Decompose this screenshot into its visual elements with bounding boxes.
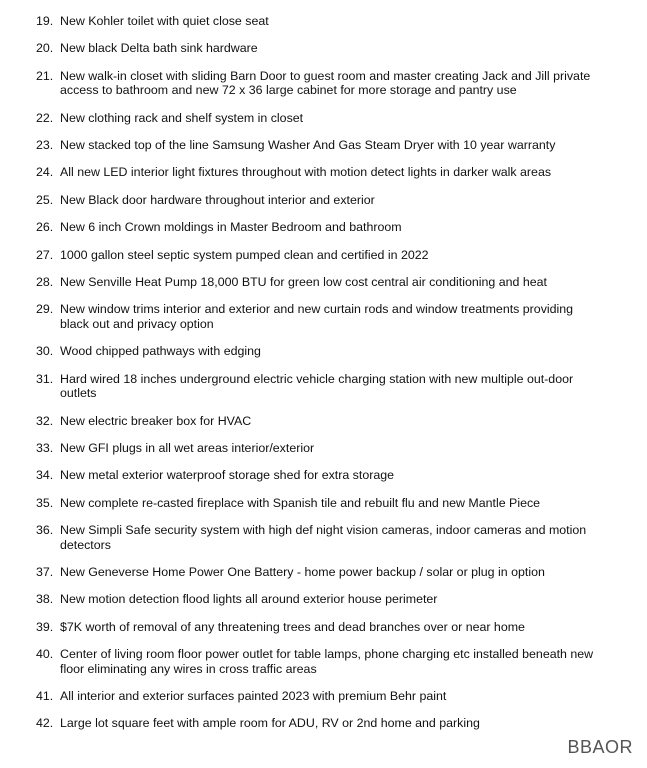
item-text: New black Delta bath sink hardware (60, 41, 258, 56)
item-number: 38. (36, 592, 54, 607)
watermark: BBAOR (567, 737, 633, 757)
item-number: 27. (36, 247, 54, 262)
list-item (36, 220, 596, 234)
list-item (36, 592, 596, 606)
list-item (36, 111, 596, 125)
feature-list (36, 14, 596, 744)
item-text: All interior and exterior surfaces painted 2023 with premium Behr paint (60, 688, 447, 703)
list-item (36, 689, 596, 703)
item-number: 39. (36, 619, 54, 634)
item-number: 28. (36, 275, 54, 290)
item-text: New clothing rack and shelf system in closet (60, 110, 304, 125)
item-text: New Simpli Safe security system with high def night vision cameras, indoor cameras and motion detectors (60, 523, 587, 552)
item-number: 32. (36, 413, 54, 428)
list-item (36, 647, 596, 676)
list-item (36, 716, 596, 730)
item-number: 34. (36, 468, 54, 483)
list-item (36, 138, 596, 152)
list-item (36, 165, 596, 179)
item-number: 42. (36, 716, 54, 731)
item-text: New Senville Heat Pump 18,000 BTU for green low cost central air conditioning and heat (60, 275, 547, 290)
list-item (36, 248, 596, 262)
item-text: New GFI plugs in all wet areas interior/exterior (60, 440, 315, 455)
list-item (36, 193, 596, 207)
item-number: 24. (36, 165, 54, 180)
item-number: 26. (36, 220, 54, 235)
list-item (36, 344, 596, 358)
item-number: 33. (36, 440, 54, 455)
item-number: 35. (36, 495, 54, 510)
item-text: New 6 inch Crown moldings in Master Bedroom and bathroom (60, 220, 402, 235)
item-text: New Black door hardware throughout interior and exterior (60, 192, 375, 207)
list-item (36, 14, 596, 28)
list-item (36, 372, 596, 401)
item-text: New metal exterior waterproof storage shed for extra storage (60, 468, 395, 483)
item-number: 22. (36, 110, 54, 125)
item-text: New Geneverse Home Power One Battery - home power backup / solar or plug in option (60, 564, 545, 579)
list-item (36, 523, 596, 552)
item-text: Hard wired 18 inches underground electric vehicle charging station with new multiple out-door outlets (60, 371, 574, 401)
list-item (36, 565, 596, 579)
list-item (36, 69, 596, 98)
item-number: 30. (36, 344, 54, 359)
list-item (36, 468, 596, 482)
item-text: New Kohler toilet with quiet close seat (60, 14, 269, 28)
list-item (36, 302, 596, 331)
item-number: 29. (36, 302, 54, 317)
item-text: New electric breaker box for HVAC (60, 413, 252, 428)
item-number: 25. (36, 192, 54, 207)
item-text: New window trims interior and exterior and new curtain rods and window treatments providing black out and privacy option (60, 302, 574, 331)
item-number: 19. (36, 14, 54, 28)
item-text: New motion detection flood lights all around exterior house perimeter (60, 592, 438, 607)
list-item (36, 414, 596, 428)
list-item (36, 496, 596, 510)
list-item (36, 620, 596, 634)
item-number: 37. (36, 564, 54, 579)
item-text: All new LED interior light fixtures throughout with motion detect lights in darker walk areas (60, 165, 552, 180)
item-text: $7K worth of removal of any threatening trees and dead branches over or near home (60, 619, 525, 634)
item-number: 31. (36, 371, 54, 386)
item-text: New complete re-casted fireplace with Spanish tile and rebuilt flu and new Mantle Piece (60, 495, 541, 510)
item-text: New walk-in closet with sliding Barn Door to guest room and master creating Jack and Jill private access to bathroom and new 72 x 36 large cabinet for more storage and pantry use (60, 68, 591, 98)
item-number: 41. (36, 688, 54, 703)
item-text: Large lot square feet with ample room for ADU, RV or 2nd home and parking (60, 716, 480, 731)
item-text: 1000 gallon steel septic system pumped clean and certified in 2022 (60, 247, 429, 262)
item-text: Center of living room floor power outlet for table lamps, phone charging etc installed beneath new floor eliminating any wires in cross traffic areas (60, 647, 594, 676)
item-text: Wood chipped pathways with edging (60, 344, 261, 359)
item-number: 21. (36, 68, 54, 83)
list-item (36, 41, 596, 55)
item-number: 36. (36, 523, 54, 538)
list-item (36, 275, 596, 289)
item-number: 23. (36, 138, 54, 153)
list-item (36, 441, 596, 455)
item-number: 20. (36, 41, 54, 56)
item-number: 40. (36, 647, 54, 662)
item-text: New stacked top of the line Samsung Washer And Gas Steam Dryer with 10 year warranty (60, 138, 556, 153)
